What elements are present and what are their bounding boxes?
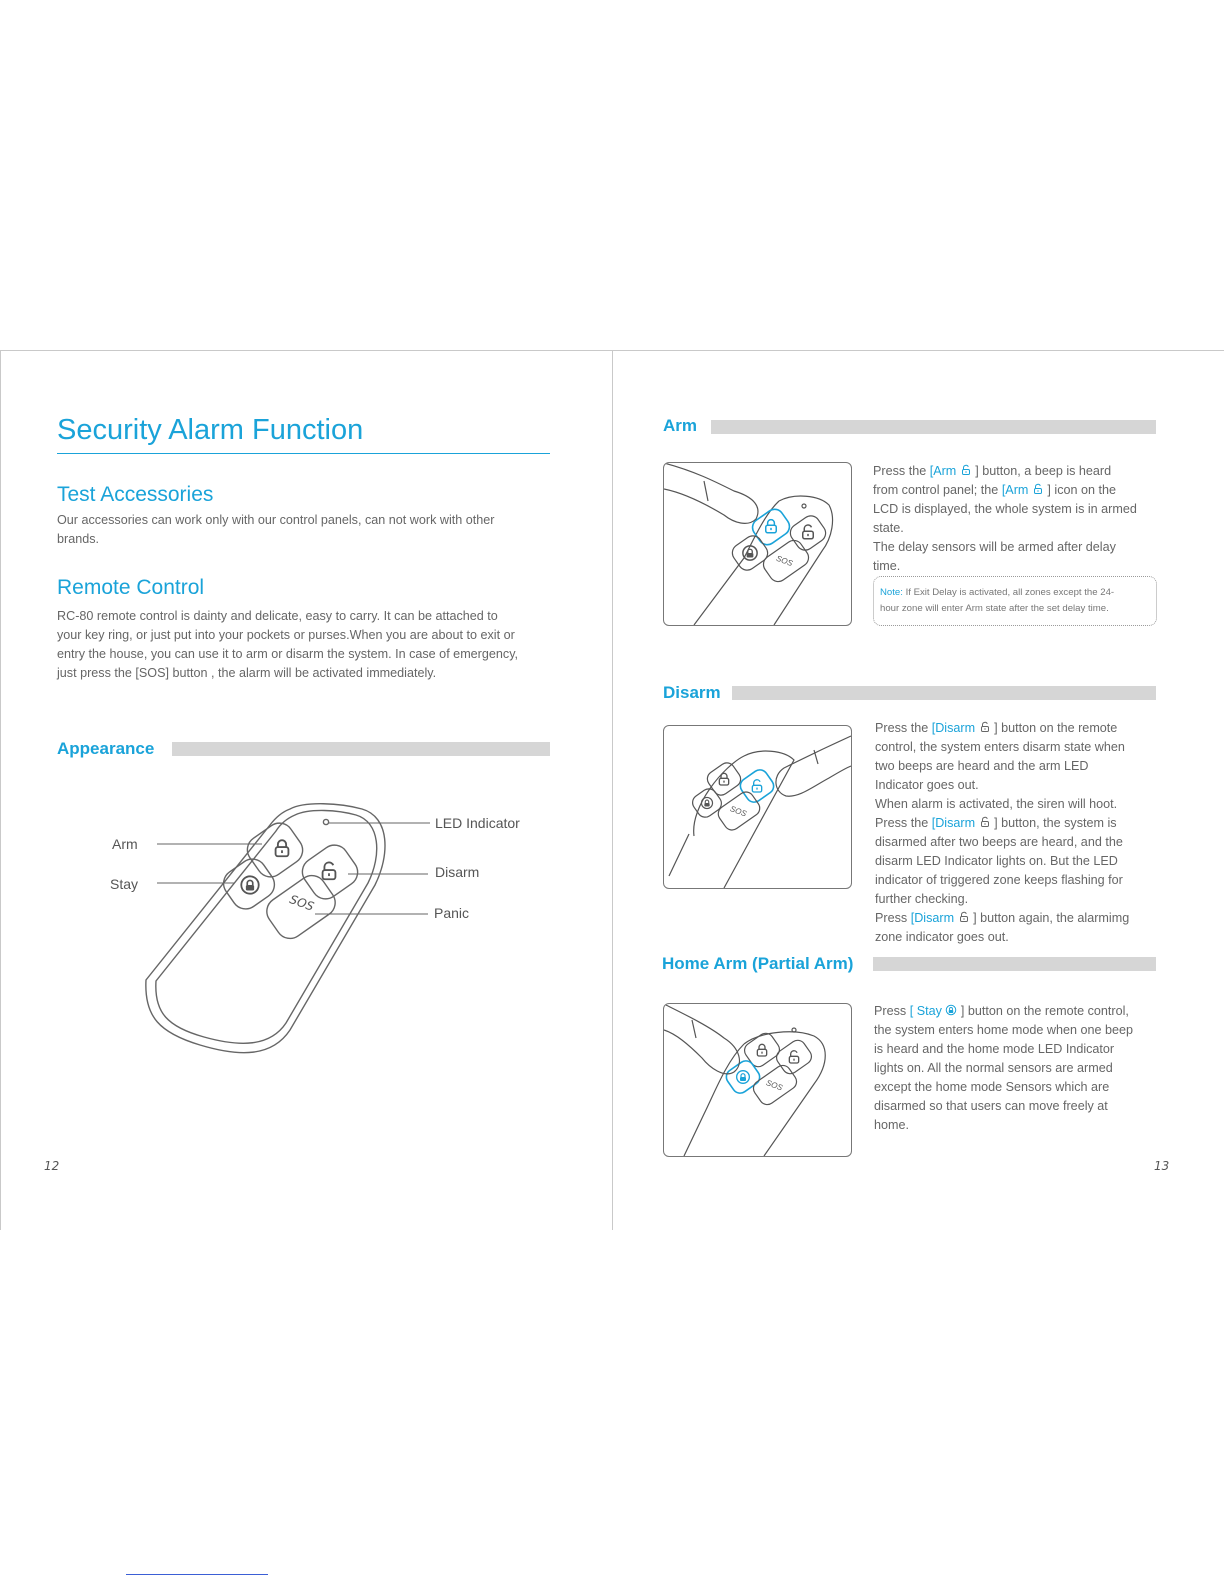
arm-lock-icon [960, 464, 972, 476]
home-arm-bar [873, 957, 1156, 971]
note-label: Note: [880, 587, 903, 598]
remote-control-text [57, 607, 567, 683]
text-span: Press [875, 911, 911, 925]
arm-bar [711, 420, 1156, 434]
disarm-photo [663, 725, 852, 889]
stay-home-icon [241, 876, 258, 893]
remote-edge [694, 501, 779, 625]
disarm-lock-icon [979, 816, 991, 828]
stay-ref: [ Stay [909, 1004, 942, 1018]
disarm-key [787, 512, 829, 553]
text-line: state. [873, 521, 904, 535]
home-arm-text [874, 1002, 1164, 1135]
finger [776, 736, 851, 796]
disarm-ref: [Disarm [910, 911, 955, 925]
svg-text:SOS: SOS [728, 804, 748, 819]
text-line: disarm LED Indicator lights on. But the LED [875, 854, 1118, 868]
disarm-button [297, 840, 363, 905]
title-rule [57, 453, 550, 454]
led-dot [802, 504, 806, 508]
page-number-right: 13 [1154, 1159, 1170, 1173]
finger-crease [704, 481, 708, 501]
arm-ref: [Arm [1001, 483, 1029, 497]
text-line: except the home mode Sensors which are [874, 1080, 1110, 1094]
disarm-bar [732, 686, 1156, 700]
text-span: ] button, the system is [990, 816, 1117, 830]
remote-edge [669, 834, 689, 876]
panic-label: Panic [434, 905, 470, 921]
arm-ref: [Arm [929, 464, 957, 478]
arm-heading: Arm [663, 416, 698, 435]
disarm-text [875, 719, 1165, 947]
text-line: control, the system enters disarm state when [875, 740, 1125, 754]
text-line: further checking. [875, 892, 969, 906]
remote-illustration [100, 795, 540, 1065]
text-line: is heard and the home mode LED Indicator [874, 1042, 1115, 1056]
test-accessories-heading: Test Accessories [57, 483, 214, 506]
svg-text:SOS: SOS [774, 553, 794, 569]
text-line: time. [873, 559, 901, 573]
text-span: from control panel; the [873, 483, 1002, 497]
text-line: your key ring, or just put into your pockets or purses.When you are about to exit or [57, 628, 515, 642]
text-span: Press the [875, 721, 932, 735]
disarm-heading: Disarm [663, 683, 721, 702]
spread-left-border [0, 350, 1, 1230]
remote-edge [684, 1044, 744, 1156]
text-span: Press the [873, 464, 930, 478]
disarm-lock-icon [979, 721, 991, 733]
text-span: ] button on the remote control, [957, 1004, 1129, 1018]
text-line: Indicator goes out. [875, 778, 979, 792]
disarm-label: Disarm [435, 864, 480, 880]
text-line: indicator of triggered zone keeps flashing for [875, 873, 1123, 887]
finger [664, 463, 758, 523]
remote-control-heading: Remote Control [57, 576, 205, 599]
text-line: LCD is displayed, the whole system is in armed [873, 502, 1137, 516]
disarm-lock-icon [323, 862, 336, 879]
disarm-ref: [Disarm [931, 816, 976, 830]
text-line: home. [874, 1118, 910, 1132]
page-title: Security Alarm Function [57, 414, 364, 446]
text-line: brands. [57, 532, 100, 546]
arm-key [749, 506, 793, 548]
arm-lock-icon [1032, 483, 1044, 495]
text-line: RC-80 remote control is dainty and delicate, easy to carry. It can be attached to [57, 609, 498, 623]
stay-home-icon [945, 1004, 957, 1016]
stay-label: Stay [110, 876, 139, 892]
text-line: zone indicator goes out. [875, 930, 1009, 944]
text-span: Press the [875, 816, 932, 830]
remote-edge [694, 751, 794, 888]
text-line: just press the [SOS] button , the alarm will be activated immediately. [57, 666, 437, 680]
text-line: two beeps are heard and the arm LED [875, 759, 1089, 773]
disarm-ref: [Disarm [931, 721, 976, 735]
text-span: Press [874, 1004, 910, 1018]
text-line: entry the house, you can use it to arm or disarm the system. In case of emergency, [57, 647, 519, 661]
text-line: disarmed so that users can move freely at [874, 1099, 1108, 1113]
text-line: disarmed after two beeps are heard, and the [875, 835, 1123, 849]
text-line: When alarm is activated, the siren will hoot. [875, 797, 1118, 811]
disarm-lock-icon [958, 911, 970, 923]
svg-text:SOS: SOS [764, 1078, 784, 1093]
text-span: ] icon on the [1043, 483, 1117, 497]
text-span: ] button again, the alarmimg [969, 911, 1130, 925]
arm-photo [663, 462, 852, 626]
appearance-heading: Appearance [57, 739, 155, 758]
spread-gutter [612, 350, 613, 1230]
note-text: hour zone will enter Arm state after the set delay time. [880, 603, 1109, 614]
home-arm-photo [663, 1003, 852, 1157]
sos-label: SOS [287, 892, 316, 914]
arm-note-box [873, 576, 1157, 626]
arm-lock-icon [276, 840, 289, 856]
led-indicator-dot [323, 819, 328, 824]
text-line: lights on. All the normal sensors are armed [874, 1061, 1113, 1075]
arm-text [873, 462, 1163, 576]
led-indicator-label: LED Indicator [435, 815, 520, 831]
appearance-bar [172, 742, 550, 756]
text-line: the system enters home mode when one beep [874, 1023, 1134, 1037]
finger [664, 1004, 739, 1074]
stay-button [218, 854, 280, 915]
note-text: If Exit Delay is activated, all zones except the 24- [902, 587, 1115, 598]
home-arm-heading: Home Arm (Partial Arm) [662, 954, 854, 973]
arm-label: Arm [112, 836, 138, 852]
text-line: Our accessories can work only with our control panels, can not work with other [57, 513, 495, 527]
text-span: ] button on the remote [990, 721, 1118, 735]
led-dot [792, 1028, 796, 1032]
text-line: The delay sensors will be armed after delay [873, 540, 1116, 554]
remote-outline [146, 804, 385, 1053]
page-number-left: 12 [44, 1159, 60, 1173]
test-accessories-text [57, 511, 557, 549]
bottom-underline [126, 1574, 268, 1575]
text-span: ] button, a beep is heard [971, 464, 1112, 478]
finger-crease [692, 1020, 696, 1038]
